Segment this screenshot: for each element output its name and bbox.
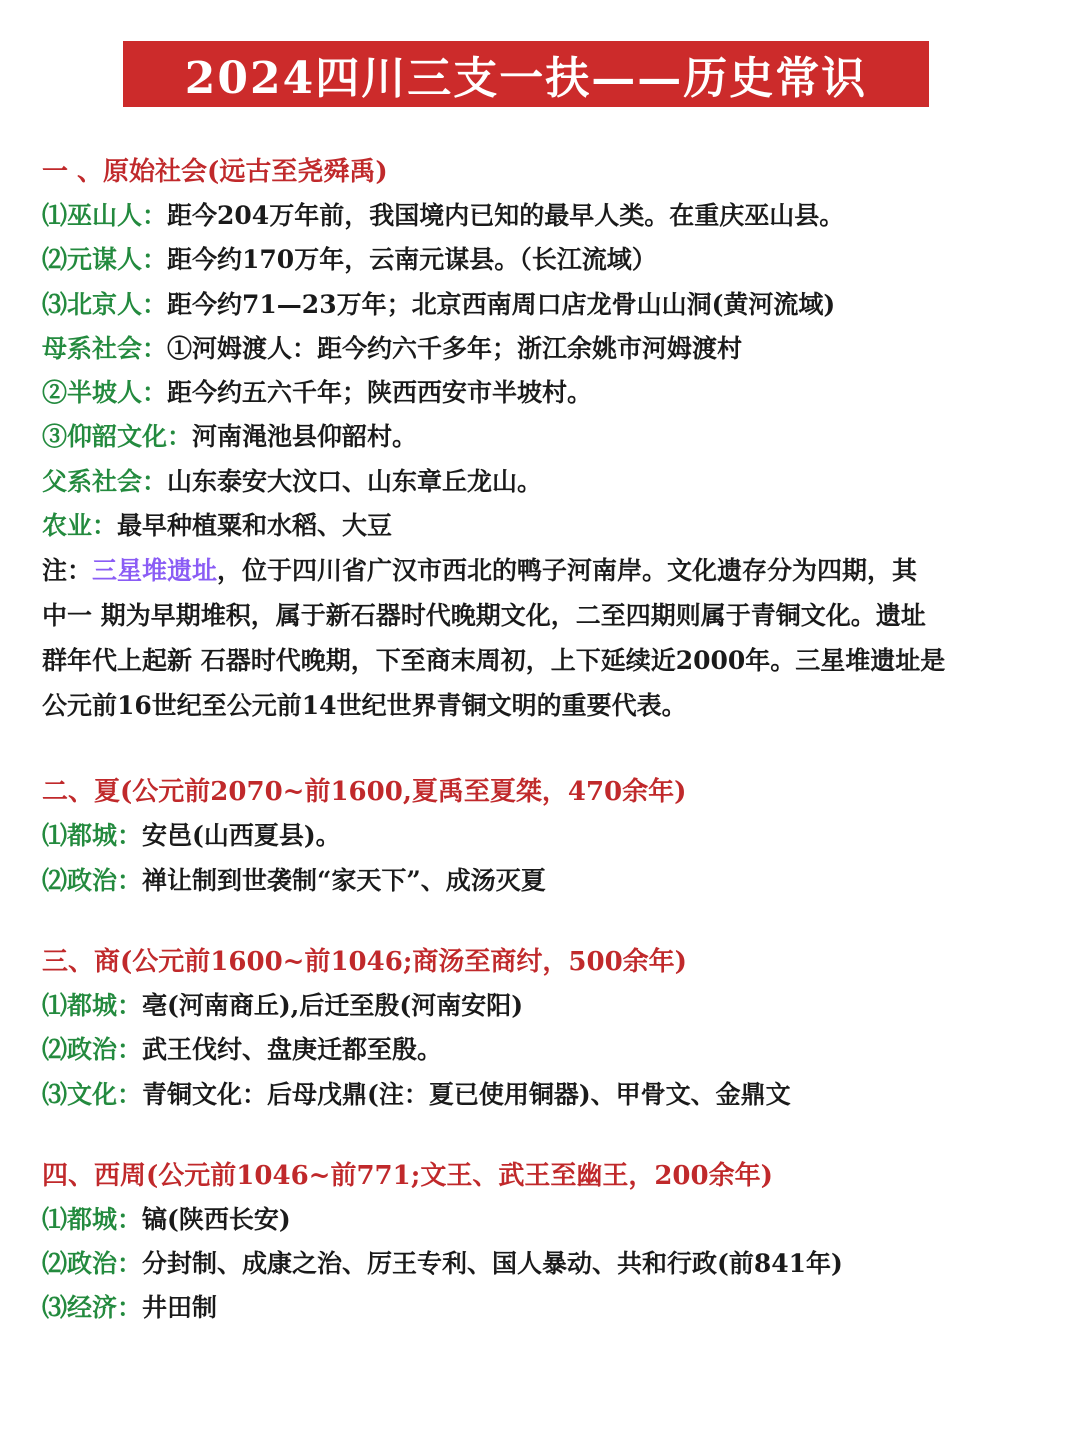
item-label: ⑶经济： — [42, 1293, 143, 1323]
section-xia — [42, 770, 1042, 903]
item-text: 禅让制到世袭制“家天下”、成汤灭夏 — [142, 865, 546, 895]
note-line-1 — [42, 548, 1042, 593]
content — [42, 150, 1042, 1331]
list-item — [42, 460, 1042, 504]
item-label: ⑵政治： — [42, 1249, 143, 1279]
item-text: 距今204万年前，我国境内已知的最早人类。在重庆巫山县。 — [167, 201, 845, 230]
item-text: 亳(河南商丘),后迁至殷(河南安阳) — [142, 990, 524, 1020]
item-label: 农业： — [42, 511, 118, 541]
item-label: ⑴都城： — [42, 821, 143, 851]
list-item — [42, 238, 1042, 282]
item-text: 最早种植粟和水稻、大豆 — [117, 511, 393, 541]
item-text: 镐(陕西长安) — [142, 1204, 291, 1234]
item-text: 分封制、成康之治、厉王专利、国人暴动、共和行政(前841年) — [142, 1249, 843, 1279]
note-prefix: 注： — [42, 556, 93, 586]
item-label: ⑵政治： — [42, 1035, 143, 1065]
list-item — [42, 1028, 1042, 1072]
note-line-4: 公元前16世纪至公元前14世纪世界青铜文明的重要代表。 — [42, 691, 687, 721]
section-heading: 四、西周(公元前1046~前771;文王、武王至幽王，200余年) — [42, 1160, 773, 1191]
list-item — [42, 1242, 1042, 1286]
list-item — [42, 859, 1042, 903]
list-item — [42, 504, 1042, 548]
item-text: 安邑(山西夏县)。 — [142, 821, 341, 851]
list-item — [42, 814, 1042, 858]
item-text: 河南渑池县仰韶村。 — [192, 422, 418, 452]
item-text: 距今约71—23万年；北京西南周口店龙骨山山洞(黄河流域) — [167, 289, 836, 319]
item-label: 母系社会： — [42, 333, 168, 363]
item-label: ⑴都城： — [42, 990, 143, 1020]
note-line-2: 中一 期为早期堆积，属于新石器时代晚期文化，二至四期则属于青铜文化。遗址 — [42, 601, 926, 631]
note-line-3: 群年代上起新 石器时代晚期，下至商末周初，上下延续近2000年。三星堆遗址是 — [42, 646, 946, 676]
item-text: 山东泰安大汶口、山东章丘龙山。 — [167, 466, 543, 496]
section-heading: 二、夏(公元前2070~前1600,夏禹至夏桀，470余年) — [42, 777, 687, 808]
item-label: ⑶北京人： — [42, 289, 168, 319]
item-label: ⑶文化： — [42, 1079, 143, 1109]
item-text: 武王伐纣、盘庚迁都至殷。 — [142, 1035, 443, 1065]
page-title: 2024四川三支一扶——历史常识 — [123, 41, 929, 107]
list-item — [42, 283, 1042, 327]
list-item — [42, 1073, 1042, 1117]
note-highlight: 三星堆遗址 — [92, 556, 218, 586]
section-primitive-society — [42, 150, 1042, 728]
list-item — [42, 371, 1042, 415]
item-text: 井田制 — [142, 1293, 218, 1323]
item-label: ③仰韶文化： — [42, 422, 193, 452]
item-label: ⑵元谋人： — [42, 245, 168, 275]
item-label: ⑴都城： — [42, 1204, 143, 1234]
list-item — [42, 194, 1042, 238]
list-item — [42, 1286, 1042, 1330]
section-western-zhou — [42, 1154, 1042, 1331]
item-text: 距今约五六千年；陕西西安市半坡村。 — [167, 378, 593, 408]
item-label: ⑴巫山人： — [42, 201, 168, 230]
section-heading: 一 、原始社会(远古至尧舜禹) — [42, 157, 388, 187]
item-label: ⑵政治： — [42, 865, 143, 895]
list-item — [42, 327, 1042, 371]
section-heading: 三、商(公元前1600~前1046;商汤至商纣，500余年) — [42, 946, 687, 977]
item-text: 青铜文化：后母戊鼎(注：夏已使用铜器)、甲骨文、金鼎文 — [142, 1079, 791, 1109]
sanxingdui-note — [42, 548, 1042, 728]
item-label: 父系社会： — [42, 466, 168, 496]
item-text: 距今约170万年，云南元谋县。（长江流域） — [167, 245, 657, 275]
list-item — [42, 415, 1042, 459]
item-label: ②半坡人： — [42, 378, 168, 408]
item-text: ①河姆渡人：距今约六千多年；浙江余姚市河姆渡村 — [167, 333, 743, 363]
note-text: ，位于四川省广汉市西北的鸭子河南岸。文化遗存分为四期，其 — [217, 556, 918, 586]
list-item — [42, 1198, 1042, 1242]
list-item — [42, 984, 1042, 1028]
section-shang — [42, 940, 1042, 1117]
